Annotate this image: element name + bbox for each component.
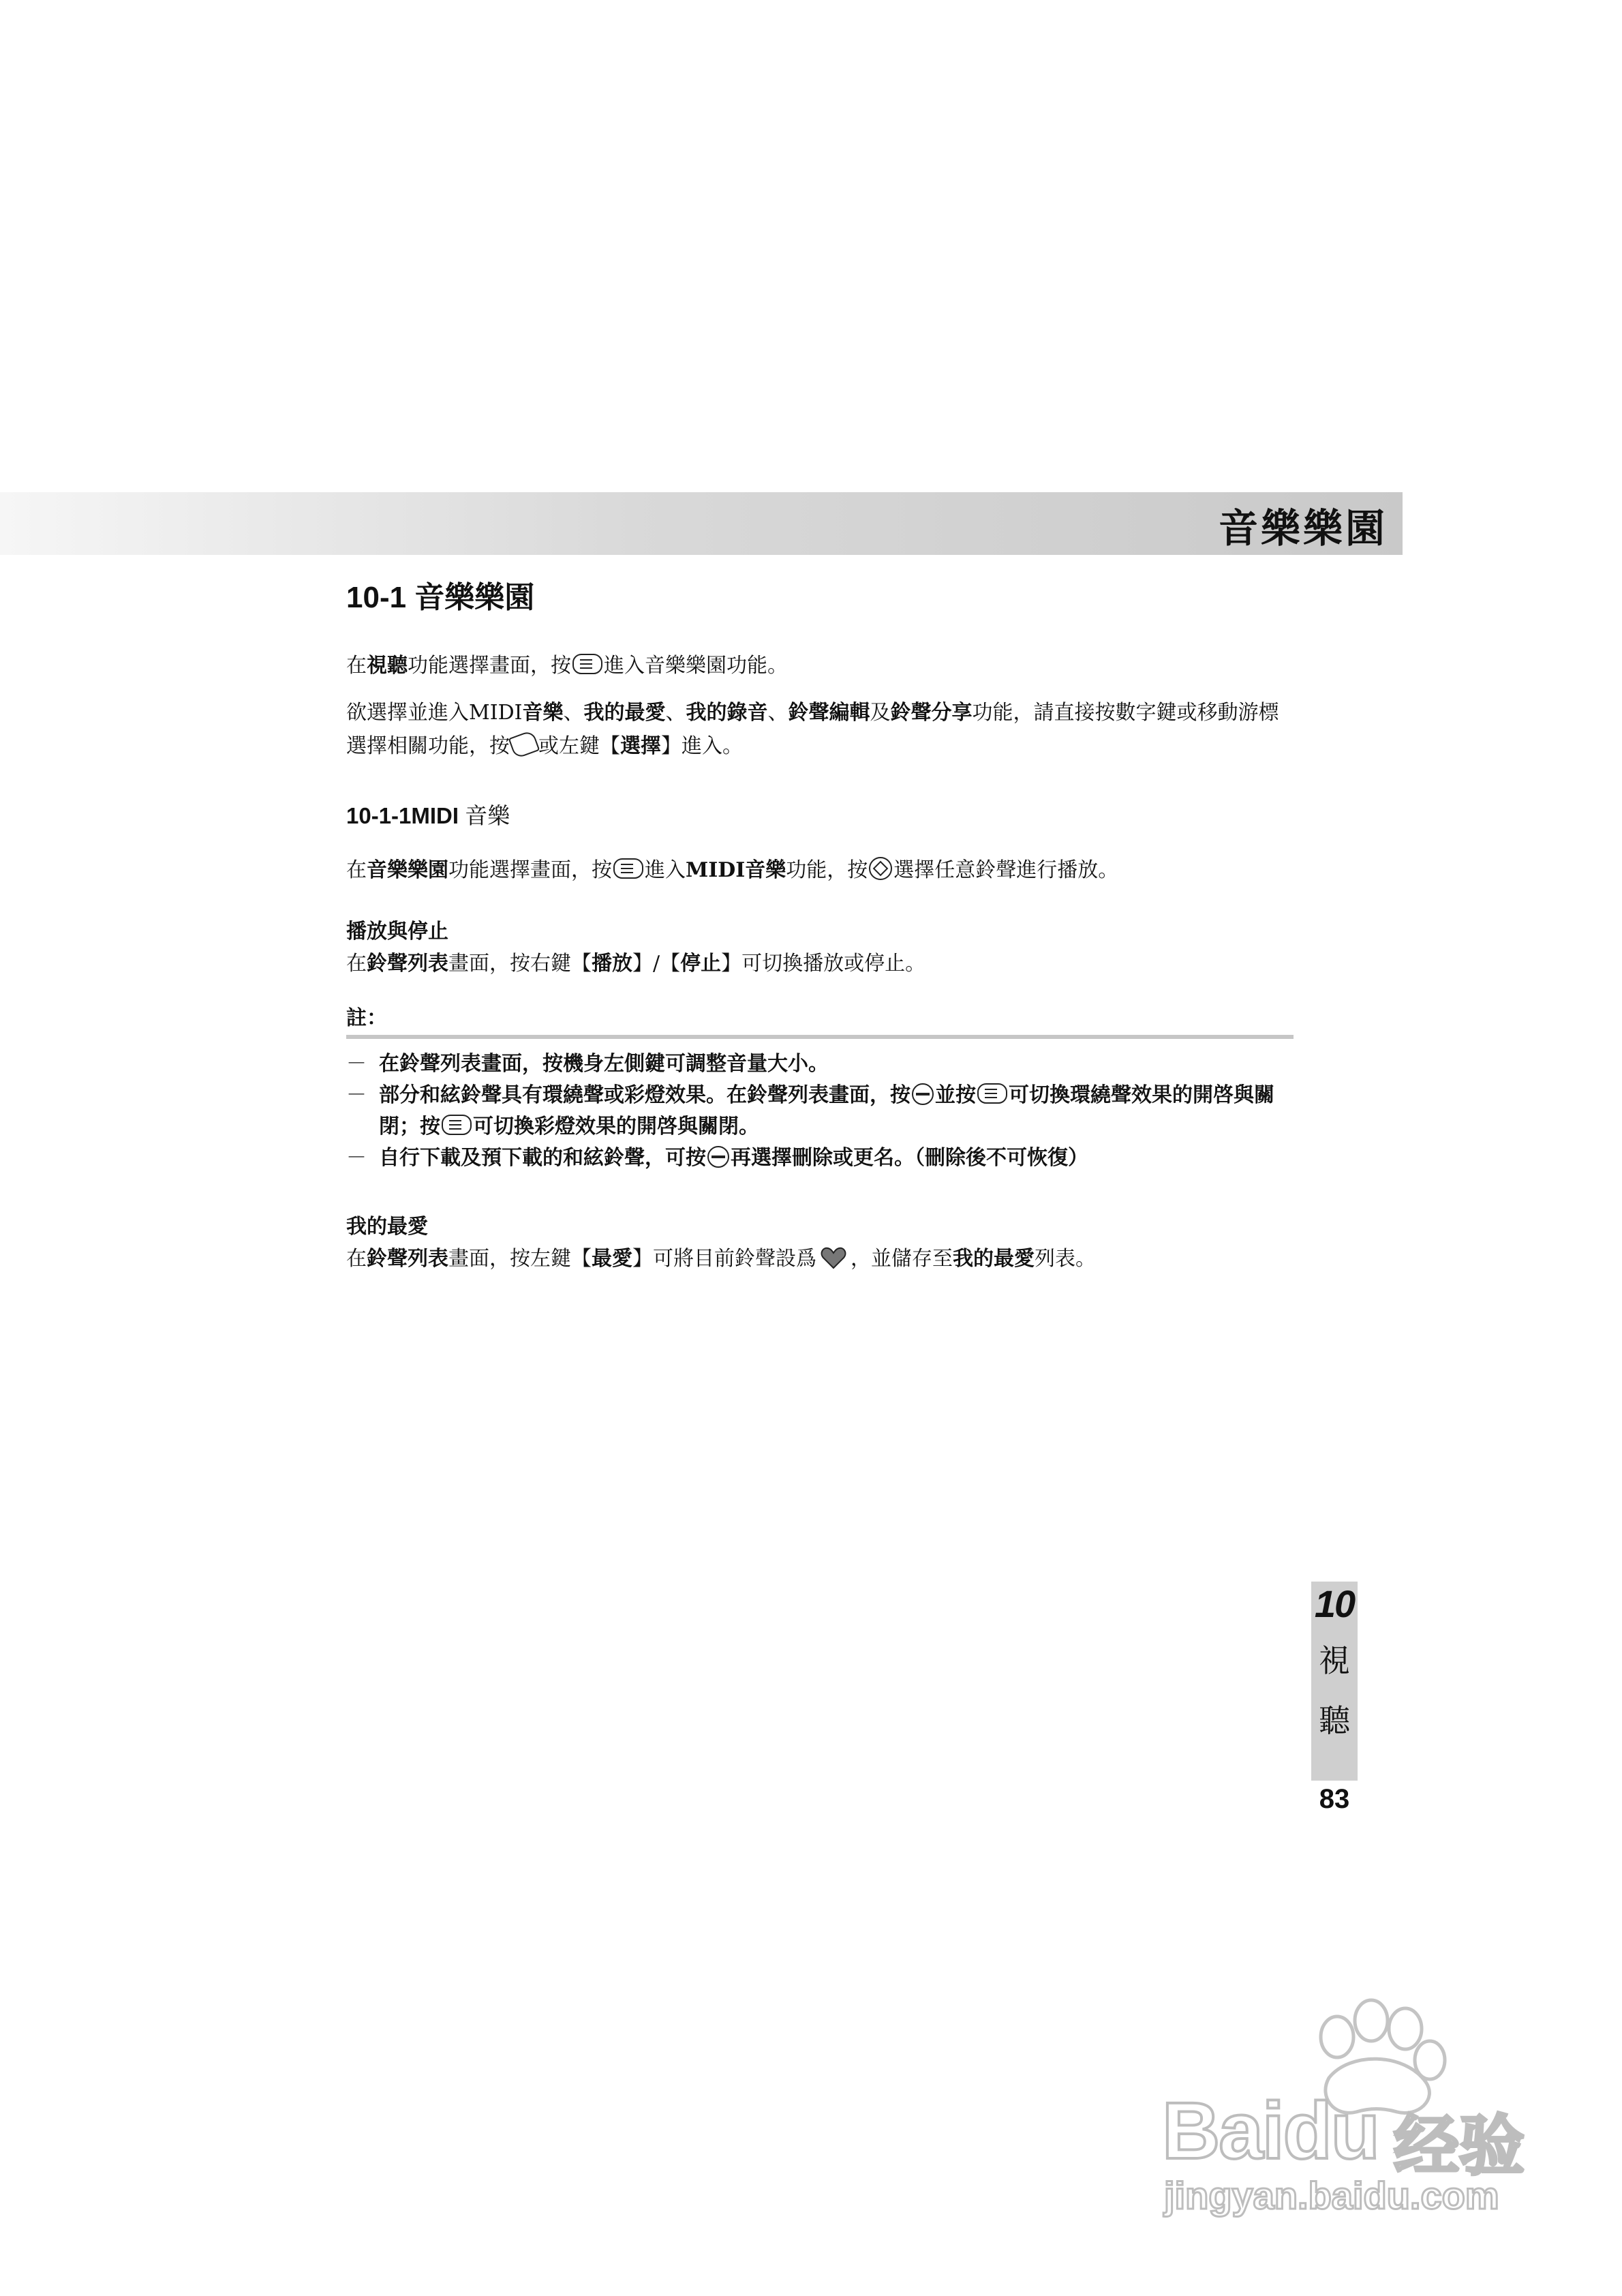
text: 並按 bbox=[935, 1083, 976, 1107]
bold-text: 我的最愛 bbox=[583, 701, 666, 725]
text: 在 bbox=[346, 1247, 367, 1271]
favorites-heading: 我的最愛 bbox=[346, 1215, 428, 1239]
note-item bbox=[346, 1080, 1294, 1143]
text: 功能選擇畫面，按 bbox=[408, 654, 571, 678]
text: 在鈴聲列表畫面，按機身左側鍵可調整音量大小。 bbox=[379, 1052, 829, 1076]
text: 或左鍵【 bbox=[538, 734, 620, 758]
text: 在 bbox=[346, 654, 367, 678]
bold-text: 最愛 bbox=[592, 1247, 632, 1271]
key-1-icon bbox=[572, 654, 602, 674]
text: 功能，請直接按數字鍵或移動游標選擇相關功能，按 bbox=[346, 701, 1279, 758]
paragraph-midi bbox=[346, 854, 1294, 887]
text: 自行下載及預下載的和絃鈴聲，可按 bbox=[379, 1146, 706, 1170]
watermark-brand bbox=[1162, 2085, 1379, 2177]
text: 畫面，按右鍵【 bbox=[448, 952, 592, 976]
note-label: 註： bbox=[346, 1006, 387, 1030]
chapter-char: 聽 bbox=[1319, 1702, 1350, 1739]
text: 再選擇刪除或更名。（刪除後不可恢復） bbox=[731, 1146, 1088, 1170]
clear-key-icon bbox=[707, 1146, 729, 1168]
dash: － bbox=[346, 1052, 367, 1076]
heart-icon bbox=[821, 1246, 846, 1280]
text: 部分和絃鈴聲具有環繞聲或彩燈效果。在鈴聲列表畫面，按 bbox=[379, 1083, 911, 1107]
key-2-icon bbox=[442, 1115, 472, 1135]
page-content bbox=[346, 566, 1294, 1293]
text: 功能選擇畫面，按 bbox=[448, 858, 612, 882]
subsection-number: 10-1-1MIDI bbox=[346, 803, 459, 828]
bold-text: MIDI音樂 bbox=[686, 858, 786, 882]
text: 在 bbox=[346, 952, 367, 976]
bold-text: 鈴聲分享 bbox=[890, 701, 973, 725]
subsection-heading bbox=[346, 798, 1294, 830]
bold-text: 音樂 bbox=[522, 701, 564, 725]
text: 畫面，按左鍵【 bbox=[448, 1247, 592, 1271]
chapter-number: 10 bbox=[1314, 1582, 1355, 1625]
subsection-title: 音樂 bbox=[465, 802, 510, 829]
note-item bbox=[346, 1143, 1294, 1174]
chapter-banner bbox=[0, 492, 1403, 555]
chapter-char: 視 bbox=[1319, 1642, 1350, 1679]
text: 】可將目前鈴聲設爲 bbox=[632, 1247, 816, 1271]
paragraph-intro bbox=[346, 649, 1294, 682]
paragraph-play-stop bbox=[346, 947, 1294, 980]
watermark-url: jingyan.baidu.com bbox=[1164, 2174, 1499, 2217]
text: 進入 bbox=[645, 858, 686, 882]
key-1-icon bbox=[613, 858, 643, 879]
bold-text: 播放 bbox=[592, 952, 632, 976]
note-divider bbox=[346, 1035, 1294, 1039]
send-key-icon bbox=[508, 729, 540, 759]
bold-text: 鈴聲列表 bbox=[367, 952, 448, 976]
paragraph-functions bbox=[346, 696, 1294, 763]
play-stop-heading: 播放與停止 bbox=[346, 920, 448, 943]
watermark-brand-part: Bai bbox=[1162, 2086, 1283, 2176]
text: 可切換彩燈效果的開啓與關閉。 bbox=[473, 1115, 759, 1138]
section-title: 音樂樂園 bbox=[414, 580, 535, 615]
paragraph-favorites bbox=[346, 1242, 1294, 1280]
text: 進入音樂樂園功能。 bbox=[604, 654, 788, 678]
bold-text: 停止 bbox=[680, 952, 722, 976]
text: ，並儲存至 bbox=[851, 1247, 953, 1271]
dash: － bbox=[346, 1083, 367, 1107]
section-heading bbox=[346, 573, 1294, 616]
text: 及 bbox=[870, 701, 891, 725]
watermark-cn: 经验 bbox=[1394, 2108, 1525, 2184]
text: 功能，按 bbox=[786, 858, 868, 882]
bold-text: 音樂樂園 bbox=[367, 858, 448, 882]
bold-text: 選擇 bbox=[620, 734, 661, 758]
text: 、 bbox=[767, 701, 789, 725]
text: 、 bbox=[665, 701, 686, 725]
text: 在 bbox=[346, 858, 367, 882]
bold-text: 我的最愛 bbox=[953, 1247, 1035, 1271]
note-item bbox=[346, 1048, 1294, 1080]
bold-text: 鈴聲列表 bbox=[367, 1247, 448, 1271]
banner-title: 音樂樂園 bbox=[1218, 505, 1388, 552]
text: 】進入。 bbox=[661, 734, 743, 758]
bold-text: 我的錄音 bbox=[686, 701, 768, 725]
bold-text: 視聽 bbox=[367, 654, 408, 678]
text: 】可切換播放或停止。 bbox=[721, 952, 926, 976]
bold-text: 鈴聲編輯 bbox=[788, 701, 870, 725]
text: 列表。 bbox=[1035, 1247, 1096, 1271]
key-1-icon bbox=[977, 1083, 1007, 1104]
text: 可切換環繞聲效果的開啓與關閉；按 bbox=[379, 1083, 1274, 1138]
text: 欲選擇並進入MIDI bbox=[346, 701, 523, 725]
text: 選擇任意鈴聲進行播放。 bbox=[893, 858, 1119, 882]
dash: － bbox=[346, 1146, 367, 1170]
text: 】/【 bbox=[632, 952, 681, 976]
nav-circle-icon bbox=[869, 857, 892, 880]
text: 、 bbox=[563, 701, 584, 725]
section-number: 10-1 bbox=[346, 581, 407, 614]
page-number: 83 bbox=[1319, 1784, 1350, 1814]
clear-key-icon bbox=[912, 1083, 934, 1105]
watermark-brand-part: du bbox=[1283, 2086, 1379, 2176]
chapter-tab bbox=[1311, 1582, 1358, 1781]
